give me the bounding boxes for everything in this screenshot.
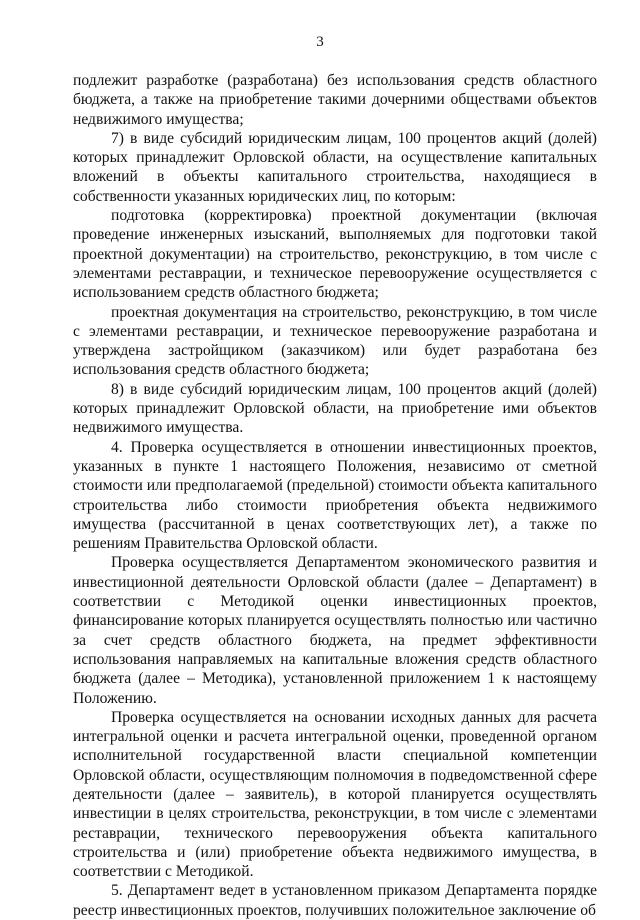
paragraph: 4. Проверка осуществляется в отношении инвестиционных проектов, указанных в пункте 1 настоящего Положения, независимо от сметной стоимости или предполагаемой (предельной) стоимости объекта капитального строительства либо стоимости приобретения объекта недвижимого имущества (рассчитанной в ценах соответствующих лет), а также по решениям Правительства Орловской области. xyxy=(73,438,597,553)
paragraph: 5. Департамент ведет в установленном приказом Департамента порядке реестр инвестиционных проектов, получивших положительное заключение об xyxy=(73,882,597,919)
paragraph: Проверка осуществляется Департаментом экономического развития и инвестиционной деятельности Орловской области (далее – Департамент) в соответствии с Методикой оценки инвестиционных проектов, финансирование которых планируется осуществлять полностью или частично за счет средств областного бюджета, на предмет эффективности использования направляемых на капитальные вложения средств областного бюджета (далее – Методика), установленной приложением 1 к настоящему Положению. xyxy=(73,554,597,707)
paragraph: 8) в виде субсидий юридическим лицам, 100 процентов акций (долей) которых принадлежит Орловской области, на приобретение ими объектов недвижимого имущества. xyxy=(73,380,597,437)
paragraph: подлежит разработке (разработана) без использования средств областного бюджета, а также на приобретение такими дочерними обществами объектов недвижимого имущества; xyxy=(73,72,597,128)
paragraph: подготовка (корректировка) проектной документации (включая проведение инженерных изысканий, выполняемых для подготовки такой проектной документации) на строительство, реконструкцию, в том числе с элементами реставрации, и техническое перевооружение осуществляется с использованием средств областного бюджета; xyxy=(73,207,597,302)
page-number: 3 xyxy=(316,34,324,50)
paragraph: Проверка осуществляется на основании исходных данных для расчета интегральной оценки и расчета интегральной оценки, проведенной органом исполнительной государственной власти специальной компетенции Орловской области, осуществляющим полномочия в подведомственной сфере деятельности (далее – заявитель), в которой планируется осуществлять инвестиции в целях строительства, реконструкции, в том числе с элементами реставрации, технического перевооружения объекта капитального строительства и (или) приобретение объекта недвижимого имущества, в соответствии с Методикой. xyxy=(73,708,597,881)
document-body xyxy=(73,71,597,920)
paragraph: 7) в виде субсидий юридическим лицам, 100 процентов акций (долей) которых принадлежит Орловской области, на осуществление капитальных вложений в объекты капитального строительства, находящиеся в собственности указанных юридических лиц, по которым: xyxy=(73,129,597,205)
paragraph: проектная документация на строительство, реконструкцию, в том числе с элементами реставрации, и техническое перевооружение разработана и утверждена застройщиком (заказчиком) или будет разработана без использования средств областного бюджета; xyxy=(73,303,597,379)
